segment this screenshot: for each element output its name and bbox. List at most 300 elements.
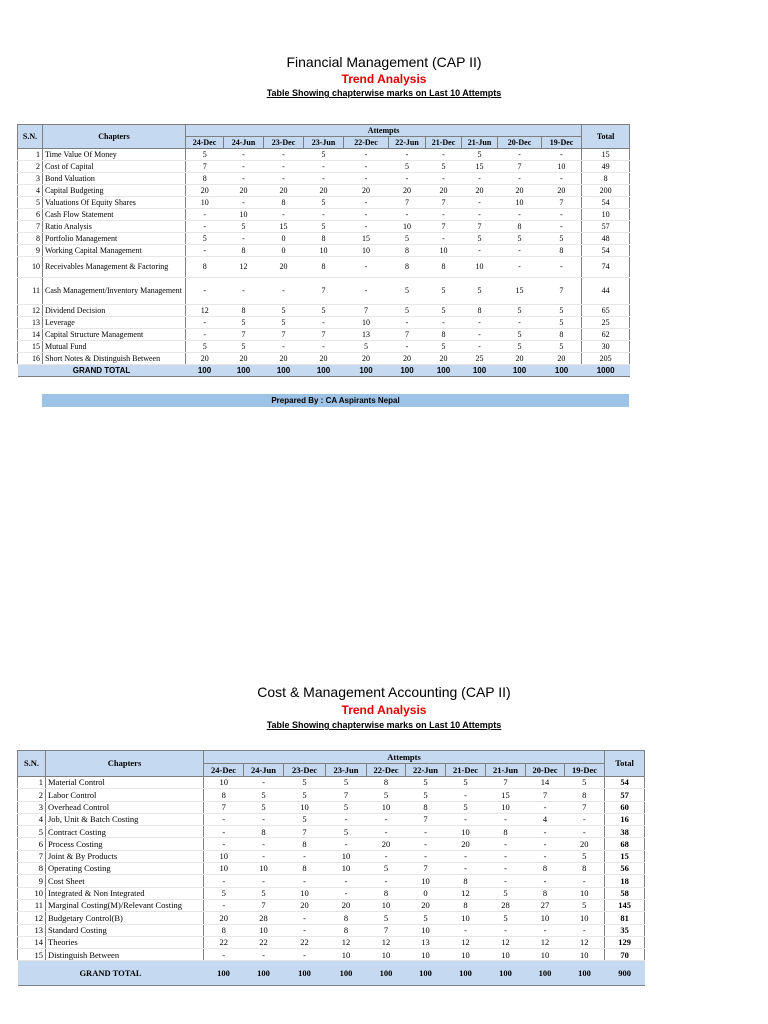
table-row <box>18 924 645 936</box>
mark-cell: 8 <box>542 245 582 257</box>
mark-cell: - <box>204 875 244 887</box>
mark-cell: 5 <box>326 826 367 838</box>
mark-cell: 8 <box>486 826 526 838</box>
mark-cell: - <box>462 245 498 257</box>
mark-cell: 8 <box>389 257 426 278</box>
mark-cell: 10 <box>565 912 605 924</box>
mark-cell: - <box>224 173 264 185</box>
mark-cell: - <box>186 278 224 305</box>
mark-cell: 10 <box>244 863 284 875</box>
row-total: 25 <box>582 317 630 329</box>
mark-cell: 12 <box>326 936 367 948</box>
mark-cell: 7 <box>486 777 526 789</box>
mark-cell: - <box>389 173 426 185</box>
mark-cell: 5 <box>565 777 605 789</box>
mark-cell: 14 <box>526 777 565 789</box>
mark-cell: 10 <box>204 777 244 789</box>
mark-cell: - <box>486 850 526 862</box>
row-number: 7 <box>18 221 43 233</box>
mark-cell: 5 <box>389 233 426 245</box>
mark-cell: 0 <box>264 233 304 245</box>
row-number: 8 <box>18 233 43 245</box>
mark-cell: - <box>486 863 526 875</box>
mark-cell: 15 <box>486 789 526 801</box>
table-row <box>18 353 630 365</box>
mark-cell: 5 <box>244 887 284 899</box>
row-total: 8 <box>582 173 630 185</box>
mark-cell: 20 <box>284 899 326 911</box>
attempt-header: 20-Dec <box>498 137 542 149</box>
chapter-name: Marginal Costing(M)/Relevant Costing <box>46 899 204 911</box>
mark-cell: - <box>344 221 389 233</box>
grand-total-row <box>18 365 630 377</box>
mark-cell: 10 <box>542 161 582 173</box>
row-number: 2 <box>18 161 43 173</box>
grand-total-cell: 100 <box>344 365 389 377</box>
mark-cell: - <box>284 850 326 862</box>
attempt-header: 21-Jun <box>486 764 526 777</box>
mark-cell: 5 <box>326 801 367 813</box>
mark-cell: 20 <box>264 257 304 278</box>
table-row <box>18 233 630 245</box>
mark-cell: - <box>244 838 284 850</box>
row-total: 16 <box>605 813 645 825</box>
mark-cell: - <box>244 777 284 789</box>
mark-cell: 10 <box>426 245 462 257</box>
chapters-header: Chapters <box>46 751 204 777</box>
mark-cell: 12 <box>446 887 486 899</box>
mark-cell: 8 <box>204 789 244 801</box>
mark-cell: 5 <box>284 777 326 789</box>
row-total: 49 <box>582 161 630 173</box>
mark-cell: - <box>542 173 582 185</box>
mark-cell: 15 <box>462 161 498 173</box>
mark-cell: 5 <box>224 221 264 233</box>
mark-cell: 8 <box>367 887 406 899</box>
mark-cell: - <box>224 161 264 173</box>
mark-cell: 5 <box>462 233 498 245</box>
mark-cell: 7 <box>244 899 284 911</box>
mark-cell: 7 <box>304 329 344 341</box>
grand-total-cell: 100 <box>204 961 244 986</box>
attempt-header: 21-Dec <box>426 137 462 149</box>
mark-cell: 7 <box>204 801 244 813</box>
grand-total-cell: 100 <box>486 961 526 986</box>
mark-cell: - <box>264 341 304 353</box>
attempts-header: Attempts <box>204 751 605 764</box>
row-total: 57 <box>605 789 645 801</box>
mark-cell: - <box>446 789 486 801</box>
mark-cell: - <box>498 209 542 221</box>
mark-cell: 10 <box>406 949 446 961</box>
mark-cell: 5 <box>389 305 426 317</box>
mark-cell: 8 <box>224 305 264 317</box>
mark-cell: - <box>367 850 406 862</box>
mark-cell: 8 <box>446 875 486 887</box>
chapter-name: Cost of Capital <box>43 161 186 173</box>
mark-cell: 5 <box>326 777 367 789</box>
mark-cell: - <box>284 912 326 924</box>
mark-cell: 5 <box>224 317 264 329</box>
mark-cell: - <box>462 197 498 209</box>
table-row <box>18 887 645 899</box>
sn-header: S.N. <box>18 751 46 777</box>
mark-cell: 20 <box>389 185 426 197</box>
mark-cell: 10 <box>204 863 244 875</box>
row-number: 8 <box>18 863 46 875</box>
mark-cell: 8 <box>498 221 542 233</box>
row-number: 15 <box>18 341 43 353</box>
mark-cell: 5 <box>406 777 446 789</box>
attempt-header: 20-Dec <box>526 764 565 777</box>
mark-cell: - <box>344 161 389 173</box>
mark-cell: 10 <box>326 850 367 862</box>
row-total: 35 <box>605 924 645 936</box>
grand-total-cell: 100 <box>304 365 344 377</box>
mark-cell: 5 <box>446 777 486 789</box>
mark-cell: - <box>542 257 582 278</box>
row-number: 3 <box>18 173 43 185</box>
mark-cell: 20 <box>462 185 498 197</box>
mark-cell: 0 <box>406 887 446 899</box>
mark-cell: 20 <box>542 353 582 365</box>
table-row <box>18 789 645 801</box>
grand-total-cell: 100 <box>406 961 446 986</box>
mark-cell: 8 <box>224 245 264 257</box>
mark-cell: 5 <box>389 161 426 173</box>
mark-cell: - <box>224 233 264 245</box>
mark-cell: 7 <box>542 278 582 305</box>
table-row <box>18 912 645 924</box>
mark-cell: - <box>204 813 244 825</box>
mark-cell: 20 <box>224 353 264 365</box>
mark-cell: 5 <box>284 789 326 801</box>
attempt-header: 23-Jun <box>326 764 367 777</box>
mark-cell: 7 <box>406 863 446 875</box>
chapter-name: Cash Management/Inventory Management <box>43 278 186 305</box>
mark-cell: 5 <box>406 912 446 924</box>
grand-total-cell: 100 <box>446 961 486 986</box>
table-row <box>18 875 645 887</box>
mark-cell: 5 <box>244 789 284 801</box>
row-total: 200 <box>582 185 630 197</box>
fm-subtitle: Trend Analysis <box>341 72 427 86</box>
row-total: 62 <box>582 329 630 341</box>
mark-cell: 22 <box>284 936 326 948</box>
mark-cell: 4 <box>526 813 565 825</box>
mark-cell: 20 <box>367 838 406 850</box>
mark-cell: - <box>565 813 605 825</box>
mark-cell: 5 <box>344 341 389 353</box>
grand-total-cell: 100 <box>426 365 462 377</box>
mark-cell: 10 <box>244 924 284 936</box>
table-row <box>18 317 630 329</box>
mark-cell: 5 <box>304 221 344 233</box>
chapter-name: Cost Sheet <box>46 875 204 887</box>
row-total: 60 <box>605 801 645 813</box>
table-row <box>18 899 645 911</box>
mark-cell: 7 <box>542 197 582 209</box>
mark-cell: 10 <box>344 317 389 329</box>
mark-cell: 8 <box>565 863 605 875</box>
chapter-name: Overhead Control <box>46 801 204 813</box>
mark-cell: - <box>462 341 498 353</box>
row-number: 14 <box>18 329 43 341</box>
mark-cell: 20 <box>542 185 582 197</box>
mark-cell: - <box>526 924 565 936</box>
mark-cell: 5 <box>486 912 526 924</box>
attempt-header: 24-Dec <box>186 137 224 149</box>
total-header: Total <box>605 751 645 777</box>
mark-cell: - <box>565 875 605 887</box>
mark-cell: 5 <box>186 341 224 353</box>
mark-cell: 8 <box>526 887 565 899</box>
chapter-name: Short Notes & Distinguish Between <box>43 353 186 365</box>
mark-cell: 8 <box>244 826 284 838</box>
mark-cell: - <box>264 161 304 173</box>
mark-cell: 7 <box>426 221 462 233</box>
chapter-name: Cash Flow Statement <box>43 209 186 221</box>
mark-cell: 20 <box>406 899 446 911</box>
mark-cell: - <box>344 197 389 209</box>
mark-cell: 8 <box>542 329 582 341</box>
mark-cell: - <box>498 257 542 278</box>
grand-total-value: 1000 <box>582 365 630 377</box>
mark-cell: - <box>526 875 565 887</box>
mark-cell: - <box>406 850 446 862</box>
mark-cell: 22 <box>204 936 244 948</box>
row-number: 2 <box>18 789 46 801</box>
mark-cell: 10 <box>367 949 406 961</box>
mark-cell: 10 <box>186 197 224 209</box>
row-total: 30 <box>582 341 630 353</box>
mark-cell: 7 <box>406 813 446 825</box>
mark-cell: - <box>426 149 462 161</box>
mark-cell: 8 <box>284 863 326 875</box>
mark-cell: - <box>446 924 486 936</box>
row-number: 11 <box>18 899 46 911</box>
mark-cell: 7 <box>186 161 224 173</box>
mark-cell: 28 <box>244 912 284 924</box>
total-header: Total <box>582 125 630 149</box>
mark-cell: - <box>446 850 486 862</box>
mark-cell: 7 <box>426 197 462 209</box>
mark-cell: - <box>204 949 244 961</box>
mark-cell: 7 <box>344 305 389 317</box>
row-total: 68 <box>605 838 645 850</box>
chapter-name: Capital Structure Management <box>43 329 186 341</box>
mark-cell: 10 <box>498 197 542 209</box>
chapter-name: Process Costing <box>46 838 204 850</box>
row-number: 6 <box>18 209 43 221</box>
mark-cell: 12 <box>224 257 264 278</box>
chapter-name: Distinguish Between <box>46 949 204 961</box>
mark-cell: 5 <box>565 850 605 862</box>
mark-cell: - <box>498 173 542 185</box>
mark-cell: - <box>462 173 498 185</box>
mark-cell: 8 <box>406 801 446 813</box>
cma-marks-table <box>17 750 645 986</box>
mark-cell: 12 <box>446 936 486 948</box>
mark-cell: - <box>565 924 605 936</box>
mark-cell: 5 <box>498 341 542 353</box>
fm-caption: Table Showing chapterwise marks on Last 10 Attempts <box>266 88 502 98</box>
attempt-header: 22-Dec <box>367 764 406 777</box>
chapter-name: Portfolio Management <box>43 233 186 245</box>
mark-cell: 5 <box>244 801 284 813</box>
mark-cell: 7 <box>326 789 367 801</box>
mark-cell: - <box>304 341 344 353</box>
mark-cell: - <box>462 209 498 221</box>
grand-total-cell: 100 <box>498 365 542 377</box>
chapter-name: Material Control <box>46 777 204 789</box>
chapter-name: Working Capital Management <box>43 245 186 257</box>
mark-cell: 20 <box>186 353 224 365</box>
mark-cell: 7 <box>304 278 344 305</box>
mark-cell: 20 <box>426 353 462 365</box>
mark-cell: - <box>367 813 406 825</box>
mark-cell: 7 <box>389 197 426 209</box>
mark-cell: - <box>326 875 367 887</box>
mark-cell: 5 <box>367 789 406 801</box>
mark-cell: 10 <box>367 899 406 911</box>
mark-cell: - <box>326 838 367 850</box>
chapter-name: Receivables Management & Factoring <box>43 257 186 278</box>
mark-cell: 20 <box>498 185 542 197</box>
mark-cell: - <box>406 826 446 838</box>
grand-total-cell: 100 <box>264 365 304 377</box>
mark-cell: - <box>264 149 304 161</box>
mark-cell: 5 <box>462 278 498 305</box>
chapter-name: Ratio Analysis <box>43 221 186 233</box>
mark-cell: 5 <box>542 233 582 245</box>
mark-cell: - <box>526 850 565 862</box>
chapter-name: Dividend Decision <box>43 305 186 317</box>
row-number: 10 <box>18 257 43 278</box>
table-row <box>18 209 630 221</box>
mark-cell: - <box>486 924 526 936</box>
mark-cell: 7 <box>498 161 542 173</box>
chapter-name: Integrated & Non Integrated <box>46 887 204 899</box>
row-number: 12 <box>18 912 46 924</box>
row-total: 15 <box>605 850 645 862</box>
mark-cell: 5 <box>498 233 542 245</box>
mark-cell: - <box>344 149 389 161</box>
mark-cell: - <box>264 173 304 185</box>
attempt-header: 23-Dec <box>284 764 326 777</box>
attempt-header: 23-Dec <box>264 137 304 149</box>
mark-cell: 10 <box>526 912 565 924</box>
grand-total-cell: 100 <box>224 365 264 377</box>
grand-total-cell: 100 <box>389 365 426 377</box>
mark-cell: - <box>462 329 498 341</box>
fm-marks-table <box>17 124 630 377</box>
mark-cell: 10 <box>446 826 486 838</box>
mark-cell: - <box>204 826 244 838</box>
mark-cell: 20 <box>224 185 264 197</box>
mark-cell: 5 <box>389 278 426 305</box>
mark-cell: 12 <box>565 936 605 948</box>
mark-cell: - <box>462 317 498 329</box>
grand-total-cell: 100 <box>526 961 565 986</box>
table-row <box>18 149 630 161</box>
row-total: 56 <box>605 863 645 875</box>
mark-cell: - <box>244 875 284 887</box>
mark-cell: - <box>426 209 462 221</box>
mark-cell: 10 <box>526 949 565 961</box>
mark-cell: 5 <box>304 149 344 161</box>
mark-cell: 5 <box>304 197 344 209</box>
table-row <box>18 245 630 257</box>
mark-cell: 20 <box>498 353 542 365</box>
chapter-name: Time Value Of Money <box>43 149 186 161</box>
mark-cell: - <box>542 209 582 221</box>
chapter-name: Capital Budgeting <box>43 185 186 197</box>
mark-cell: 20 <box>344 185 389 197</box>
mark-cell: 10 <box>284 887 326 899</box>
chapters-header: Chapters <box>43 125 186 149</box>
mark-cell: 20 <box>426 185 462 197</box>
mark-cell: - <box>367 826 406 838</box>
mark-cell: 10 <box>462 257 498 278</box>
attempt-header: 22-Jun <box>406 764 446 777</box>
chapter-name: Operating Costing <box>46 863 204 875</box>
mark-cell: 8 <box>326 912 367 924</box>
chapter-name: Contract Costing <box>46 826 204 838</box>
row-total: 74 <box>582 257 630 278</box>
mark-cell: - <box>344 257 389 278</box>
mark-cell: - <box>224 197 264 209</box>
grand-total-label: GRAND TOTAL <box>18 365 186 377</box>
mark-cell: 10 <box>565 949 605 961</box>
table-row <box>18 838 645 850</box>
mark-cell: 5 <box>426 278 462 305</box>
mark-cell: 5 <box>186 233 224 245</box>
mark-cell: 22 <box>244 936 284 948</box>
mark-cell: - <box>542 221 582 233</box>
mark-cell: 7 <box>284 826 326 838</box>
mark-cell: 20 <box>389 353 426 365</box>
mark-cell: 8 <box>389 245 426 257</box>
prepared-by-banner: Prepared By : CA Aspirants Nepal <box>42 394 629 407</box>
grand-total-cell: 100 <box>565 961 605 986</box>
table-row <box>18 305 630 317</box>
mark-cell: - <box>389 209 426 221</box>
chapter-name: Leverage <box>43 317 186 329</box>
table-row <box>18 949 645 961</box>
row-number: 5 <box>18 826 46 838</box>
row-number: 1 <box>18 777 46 789</box>
table-row <box>18 850 645 862</box>
mark-cell: 15 <box>498 278 542 305</box>
row-total: 57 <box>582 221 630 233</box>
chapter-name: Bond Valuation <box>43 173 186 185</box>
mark-cell: 10 <box>224 209 264 221</box>
mark-cell: - <box>224 278 264 305</box>
mark-cell: 13 <box>406 936 446 948</box>
mark-cell: 10 <box>204 850 244 862</box>
mark-cell: 5 <box>426 305 462 317</box>
mark-cell: 7 <box>462 221 498 233</box>
row-number: 5 <box>18 197 43 209</box>
row-total: 145 <box>605 899 645 911</box>
mark-cell: 5 <box>446 801 486 813</box>
mark-cell: 5 <box>224 341 264 353</box>
row-number: 10 <box>18 887 46 899</box>
mark-cell: 12 <box>186 305 224 317</box>
cma-page-title: Cost & Management Accounting (CAP II) <box>257 684 511 700</box>
mark-cell: 10 <box>565 887 605 899</box>
